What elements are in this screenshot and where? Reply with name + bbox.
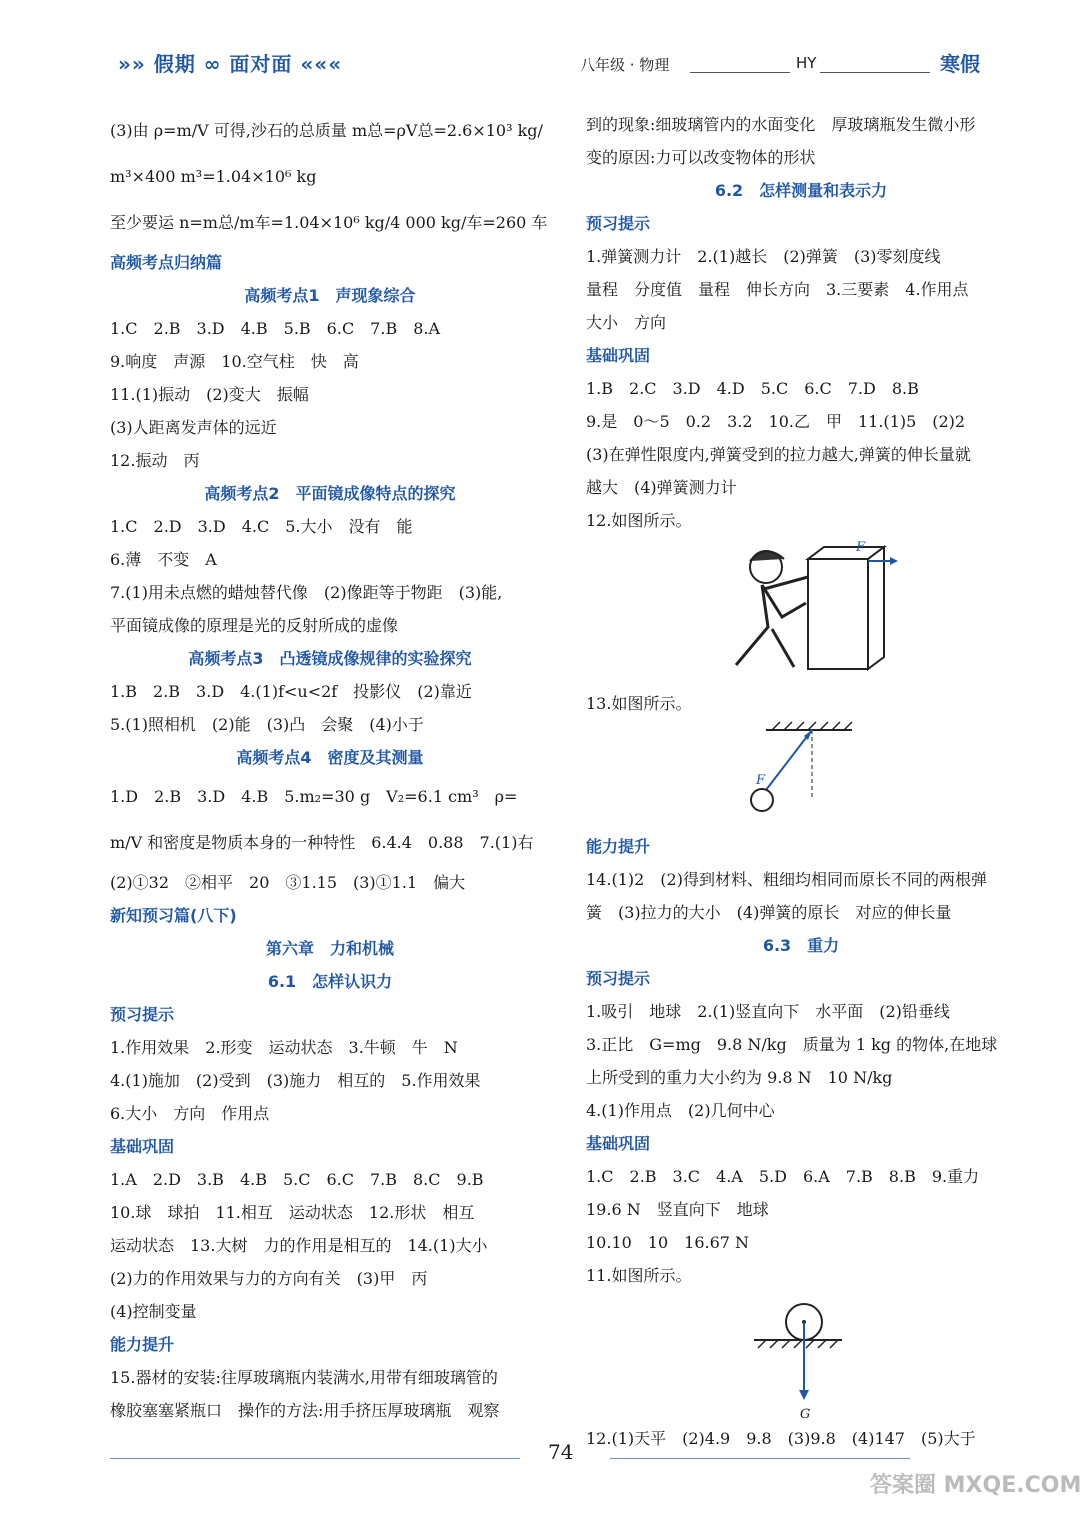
person-body — [736, 585, 806, 667]
pendulum-ball — [751, 789, 773, 811]
right_a-line: (3)在弹性限度内,弹簧受到的拉力越大,弹簧的伸长量就 — [586, 445, 971, 464]
right_a-line: 1.B 2.C 3.D 4.D 5.C 6.C 7.D 8.B — [586, 379, 919, 398]
left-line: 9.响度 声源 10.空气柱 快 高 — [110, 352, 359, 371]
force-label: F — [856, 540, 866, 555]
left-line: 高频考点归纳篇 — [110, 253, 223, 272]
left-line: 运动状态 13.大树 力的作用是相互的 14.(1)大小 — [110, 1236, 488, 1255]
left-line: 高频考点1 声现象综合 — [244, 286, 416, 305]
left-line: 高频考点4 密度及其测量 — [236, 748, 424, 767]
right_c-line: 19.6 N 竖直向下 地球 — [586, 1200, 769, 1219]
watermark: 答案圈 MXQE.COM — [870, 1473, 1081, 1498]
left-line: 1.A 2.D 3.B 4.B 5.C 6.C 7.B 8.C 9.B — [110, 1170, 484, 1189]
left-line: (3)人距离发声体的远近 — [110, 418, 277, 437]
footer-rule-left — [110, 1458, 520, 1459]
pendulum-diagram — [586, 720, 1016, 830]
left-line: 1.D 2.B 3.D 4.B 5.m₂=30 g V₂=6.1 cm³ ρ= — [110, 787, 518, 806]
left-line: (4)控制变量 — [110, 1302, 197, 1321]
right_c-line: 3.正比 G=mg 9.8 N/kg 质量为 1 kg 的物体,在地球 — [586, 1035, 998, 1054]
right_a-line: 量程 分度值 量程 伸长方向 3.三要素 4.作用点 — [586, 280, 969, 299]
right_c-line: 基础巩固 — [586, 1134, 651, 1153]
right_c-line: 6.3 重力 — [762, 936, 840, 955]
season-brand: 寒假 — [940, 52, 980, 76]
force-arrow-head — [890, 557, 898, 565]
push-box-diagram — [586, 537, 1016, 687]
grade-subject: 八年级 · 物理 — [580, 56, 670, 74]
right_a-line: 预习提示 — [586, 214, 651, 233]
left-line: 1.作用效果 2.形变 运动状态 3.牛顿 牛 N — [110, 1038, 458, 1057]
left-line: 10.球 球拍 11.相互 运动状态 12.形状 相互 — [110, 1203, 475, 1222]
right_a-line: 大小 方向 — [586, 313, 667, 332]
left-line: m³×400 m³=1.04×10⁶ kg — [110, 167, 317, 186]
box-side — [868, 547, 884, 669]
left-line: 11.(1)振动 (2)变大 振幅 — [110, 385, 309, 404]
right_c-line: 10.10 10 16.67 N — [586, 1233, 750, 1252]
left-line: 高频考点2 平面镜成像特点的探究 — [204, 484, 456, 503]
left-line: 基础巩固 — [110, 1137, 175, 1156]
right-column — [586, 108, 1016, 1455]
right_c-line: 11.如图所示。 — [586, 1266, 692, 1285]
right_c-line: 预习提示 — [586, 969, 651, 988]
left-line: 平面镜成像的原理是光的反射所成的虚像 — [110, 616, 399, 635]
right_a-line: 越大 (4)弹簧测力计 — [586, 478, 737, 497]
left-line: 1.C 2.B 3.D 4.B 5.B 6.C 7.B 8.A — [110, 319, 441, 338]
left-line: 6.大小 方向 作用点 — [110, 1104, 270, 1123]
figure-gravity — [586, 1292, 1016, 1422]
left-line: 7.(1)用未点燃的蜡烛替代像 (2)像距等于物距 (3)能, — [110, 583, 503, 602]
right_c-line: 簧 (3)拉力的大小 (4)弹簧的原长 对应的伸长量 — [586, 903, 952, 922]
book-logo: »» 假期 ∞ 面对面 ««« — [118, 52, 343, 76]
figure-pendulum — [586, 720, 1016, 830]
left-line: 6.1 怎样认识力 — [267, 972, 393, 991]
left-line: 6.薄 不变 A — [110, 550, 217, 569]
left-line: 新知预习篇(八下) — [110, 906, 237, 925]
right_a-line: 1.弹簧测力计 2.(1)越长 (2)弹簧 (3)零刻度线 — [586, 247, 941, 266]
figure-push-box — [586, 537, 1016, 687]
left-line: 15.器材的安装:往厚玻璃瓶内装满水,用带有细玻璃管的 — [110, 1368, 498, 1387]
box-shape — [808, 559, 868, 669]
left-line: (2)①32 ②相平 20 ③1.15 (3)①1.1 偏大 — [110, 873, 466, 892]
footer-rule-right — [610, 1458, 910, 1459]
right-block-b — [586, 687, 1016, 720]
right_c-line: 1.C 2.B 3.C 4.A 5.D 6.A 7.B 8.B 9.重力 — [586, 1167, 980, 1186]
left-line: 5.(1)照相机 (2)能 (3)凸 会聚 (4)小于 — [110, 715, 424, 734]
right_a-line: 基础巩固 — [586, 346, 651, 365]
right_c-line: 4.(1)作用点 (2)几何中心 — [586, 1101, 775, 1120]
left-line: (3)由 ρ=m/V 可得,沙石的总质量 m总=ρV总=2.6×10³ kg/ — [110, 121, 543, 140]
left-line: 12.振动 丙 — [110, 451, 200, 470]
header-rule-right — [820, 72, 930, 73]
gravity-label: G — [800, 1407, 811, 1422]
left-line: 4.(1)施加 (2)受到 (3)施力 相互的 5.作用效果 — [110, 1071, 481, 1090]
left-line: 能力提升 — [110, 1335, 175, 1354]
left-line: 1.C 2.D 3.D 4.C 5.大小 没有 能 — [110, 517, 413, 536]
left-line: (2)力的作用效果与力的方向有关 (3)甲 丙 — [110, 1269, 428, 1288]
right_b-line: 13.如图所示。 — [586, 694, 692, 713]
ground-hatch — [758, 1340, 838, 1348]
left-line: 第六章 力和机械 — [265, 939, 394, 958]
right_a-line: 变的原因:力可以改变物体的形状 — [586, 148, 816, 167]
header-rule-left — [690, 72, 790, 73]
gravity-diagram — [586, 1292, 1016, 1422]
left-line: 高频考点3 凸透镜成像规律的实验探究 — [188, 649, 472, 668]
left-line: 预习提示 — [110, 1005, 175, 1024]
tension-label: F — [756, 773, 766, 788]
right_a-line: 12.如图所示。 — [586, 511, 692, 530]
edition-label: HY — [796, 54, 817, 72]
right-block-c — [586, 830, 1016, 1292]
left-line: 1.B 2.B 3.D 4.(1)f<u<2f 投影仪 (2)靠近 — [110, 682, 472, 701]
page-header — [0, 44, 1060, 84]
string-line — [766, 730, 812, 790]
right-block-d — [586, 1422, 1016, 1455]
ceiling-hatch — [772, 722, 852, 730]
left-line: m/V 和密度是物质本身的一种特性 6.4.4 0.88 7.(1)右 — [110, 833, 534, 852]
left-line: 橡胶塞塞紧瓶口 操作的方法:用手挤压厚玻璃瓶 观察 — [110, 1401, 500, 1420]
left-line: 至少要运 n=m总/m车=1.04×10⁶ kg/4 000 kg/车=260 车 — [110, 213, 548, 232]
right_c-line: 1.吸引 地球 2.(1)竖直向下 水平面 (2)铅垂线 — [586, 1002, 950, 1021]
right_c-line: 能力提升 — [586, 837, 651, 856]
right_a-line: 6.2 怎样测量和表示力 — [714, 181, 888, 200]
left-column — [110, 108, 550, 1427]
right_a-line: 9.是 0～5 0.2 3.2 10.乙 甲 11.(1)5 (2)2 — [586, 412, 966, 431]
page-number: 74 — [548, 1440, 574, 1464]
gravity-arrow-head — [799, 1390, 809, 1400]
right-block-a — [586, 108, 1016, 537]
right_c-line: 上所受到的重力大小约为 9.8 N 10 N/kg — [586, 1068, 893, 1087]
right_c-line: 14.(1)2 (2)得到材料、粗细均相同而原长不同的两根弹 — [586, 870, 987, 889]
right_a-line: 到的现象:细玻璃管内的水面变化 厚玻璃瓶发生微小形 — [586, 115, 976, 134]
right_d-line: 12.(1)天平 (2)4.9 9.8 (3)9.8 (4)147 (5)大于 — [586, 1429, 976, 1448]
